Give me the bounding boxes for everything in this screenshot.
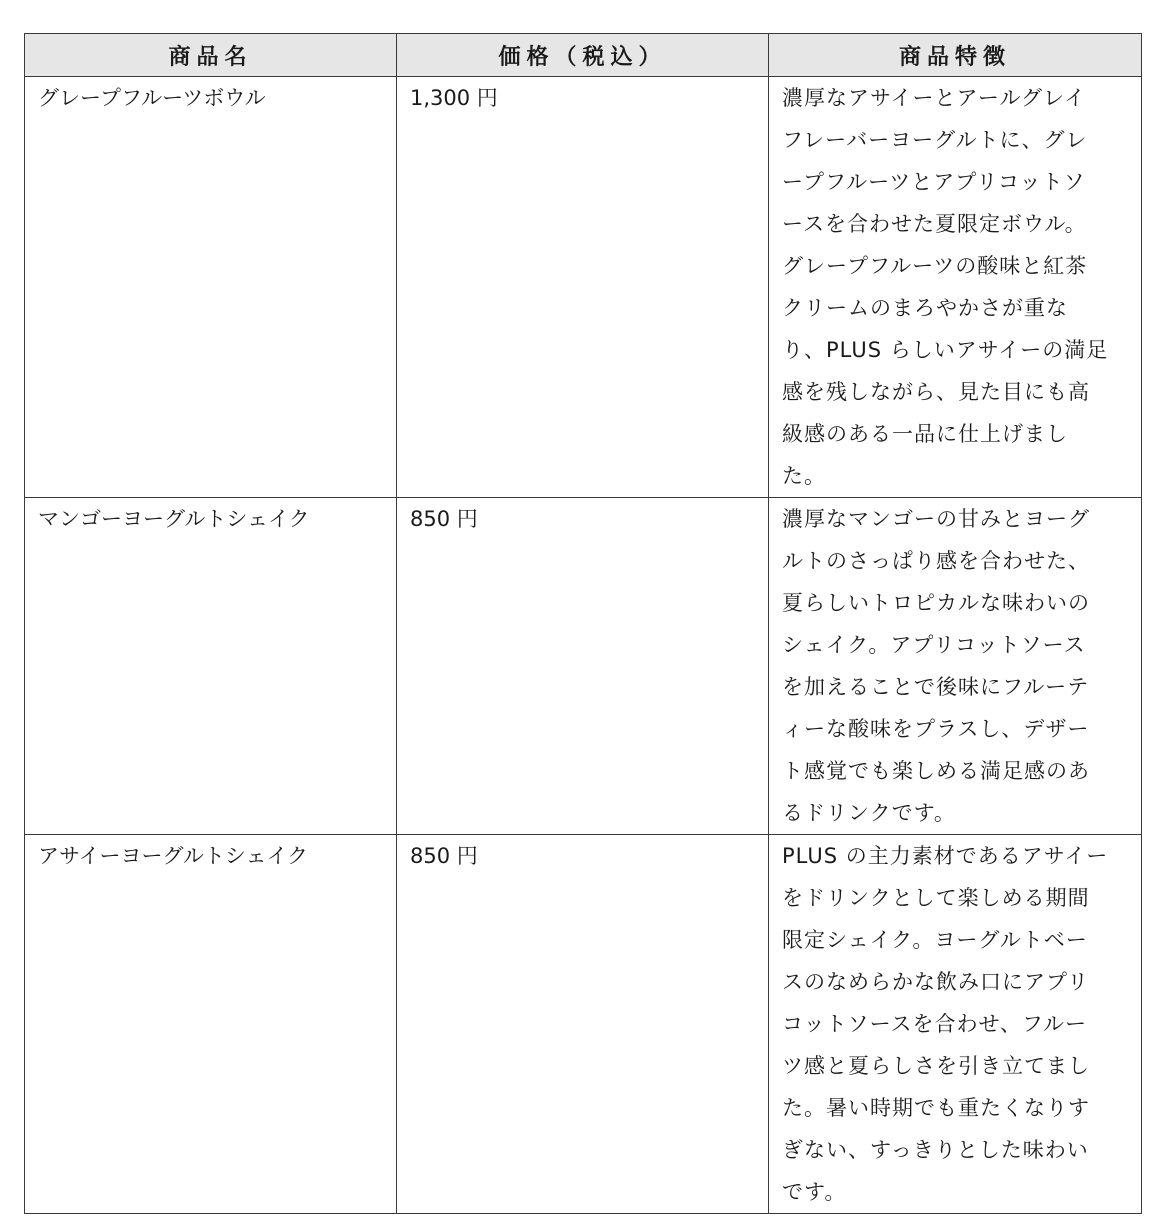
- product-name-cell: アサイーヨーグルトシェイク: [25, 835, 397, 1214]
- header-features: 商品特徴: [769, 34, 1142, 77]
- product-table: [24, 33, 1142, 1214]
- description-cell: 濃厚なアサイーとアールグレイ フレーバーヨーグルトに、グレ ープフルーツとアプリコットソ ースを合わせた夏限定ボウル。 グレープフルーツの酸味と紅茶 クリームのまろやかさが重な り、PLUS らしいアサイーの満足 感を残しながら、見た目にも高 級感のある一品に仕上げまし た。: [769, 77, 1142, 498]
- price-cell: 850 円: [397, 498, 769, 835]
- table-row: [25, 77, 1142, 498]
- description-cell: 濃厚なマンゴーの甘みとヨーグ ルトのさっぱり感を合わせた、 夏らしいトロピカルな味わいの シェイク。アプリコットソース を加えることで後味にフルーテ ィーな酸味をプラスし、デザー ト感覚でも楽しめる満足感のあ るドリンクです。: [769, 498, 1142, 835]
- table-header-row: [25, 34, 1142, 77]
- product-name-cell: グレープフルーツボウル: [25, 77, 397, 498]
- header-price: 価格（税込）: [397, 34, 769, 77]
- price-cell: 850 円: [397, 835, 769, 1214]
- description-cell: PLUS の主力素材であるアサイー をドリンクとして楽しめる期間 限定シェイク。ヨーグルトベー スのなめらかな飲み口にアプリ コットソースを合わせ、フルー ツ感と夏らしさを引き立てまし た。暑い時期でも重たくなりす ぎない、すっきりとした味わい です。: [769, 835, 1142, 1214]
- header-product-name: 商品名: [25, 34, 397, 77]
- table-row: [25, 498, 1142, 835]
- price-cell: 1,300 円: [397, 77, 769, 498]
- product-name-cell: マンゴーヨーグルトシェイク: [25, 498, 397, 835]
- table-row: [25, 835, 1142, 1214]
